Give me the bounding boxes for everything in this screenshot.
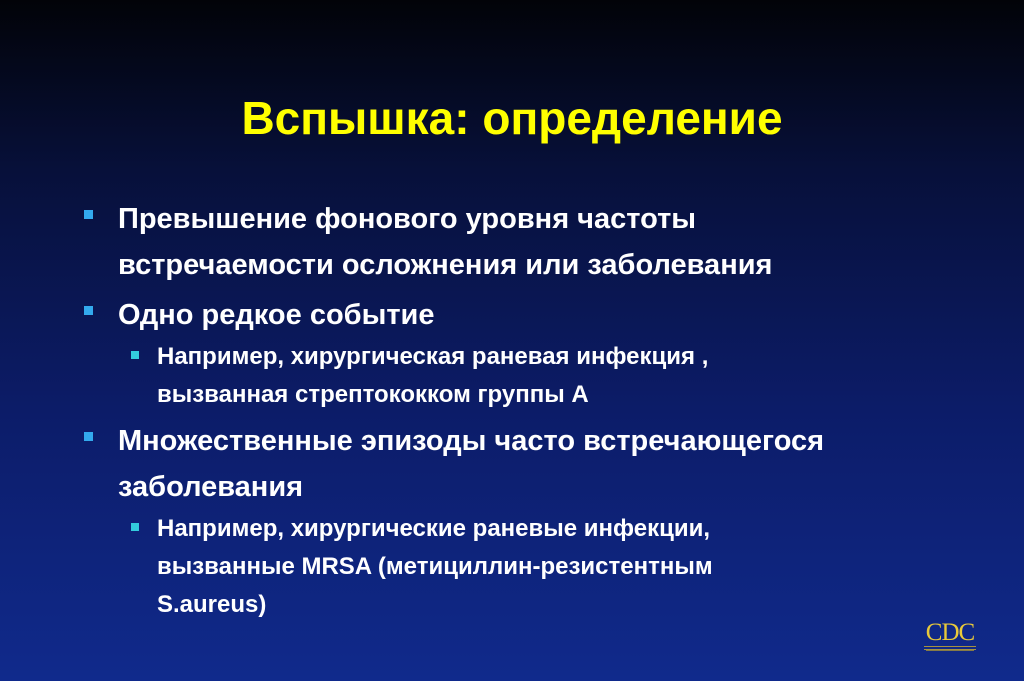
bullet-text: Одно редкое событие bbox=[118, 299, 435, 331]
cdc-logo-text: CDC bbox=[925, 619, 975, 646]
square-bullet-icon bbox=[84, 306, 93, 315]
bullet-item bbox=[84, 196, 1004, 288]
bullet-item bbox=[84, 292, 1004, 338]
bullet-list bbox=[84, 196, 1004, 624]
bullet-text: заболевания bbox=[118, 471, 304, 503]
sub-bullet-item bbox=[84, 510, 1004, 624]
logo-underline bbox=[926, 650, 974, 651]
bullet-text: встречаемости осложнения или заболевания bbox=[118, 249, 773, 281]
bullet-item bbox=[84, 418, 1004, 510]
sub-bullet-text: Например, хирургическая раневая инфекция , bbox=[157, 343, 709, 370]
sub-bullet-text: вызванные MRSA (метициллин-резистентным bbox=[157, 553, 713, 580]
sub-bullet-text: вызванная стрептококком группы А bbox=[157, 381, 589, 408]
sub-bullet-text: S.aureus) bbox=[157, 591, 267, 618]
bullet-text: Превышение фонового уровня частоты bbox=[118, 203, 697, 235]
sub-bullet-item bbox=[84, 338, 1004, 414]
square-bullet-icon bbox=[84, 210, 93, 219]
square-bullet-icon bbox=[131, 523, 139, 531]
square-bullet-icon bbox=[84, 432, 93, 441]
cdc-logo bbox=[922, 620, 978, 656]
square-bullet-icon bbox=[131, 351, 139, 359]
slide-title: Вспышка: определение bbox=[241, 92, 783, 144]
sub-bullet-text: Например, хирургические раневые инфекции, bbox=[157, 515, 711, 542]
bullet-text: Множественные эпизоды часто встречающегося bbox=[118, 425, 825, 457]
